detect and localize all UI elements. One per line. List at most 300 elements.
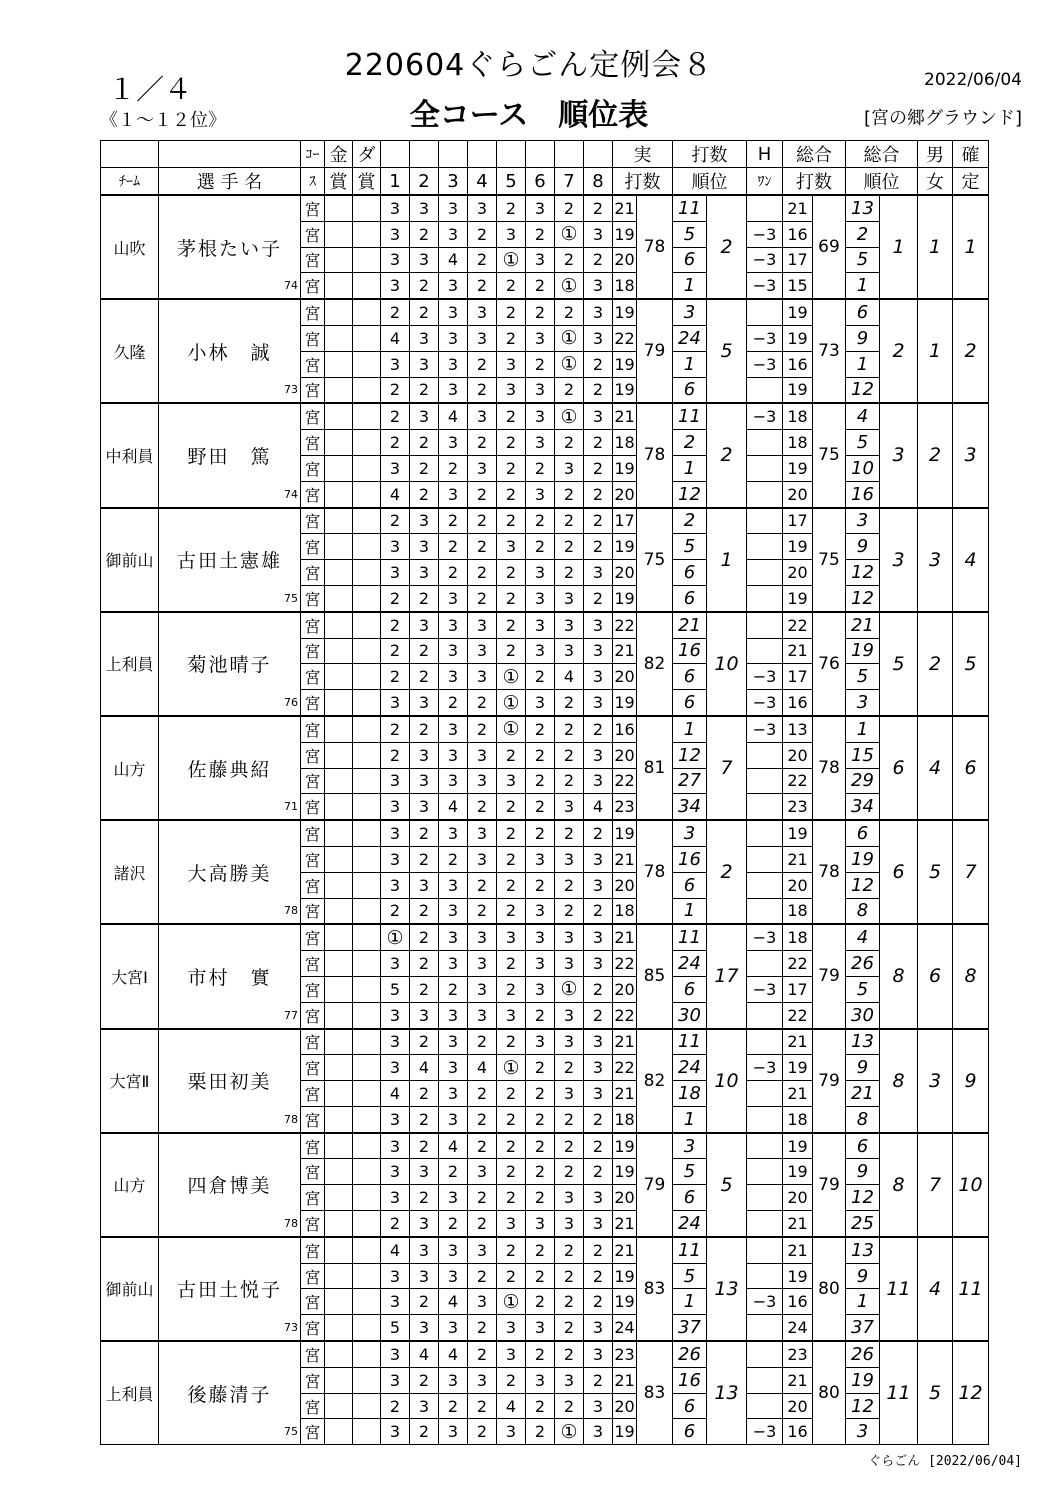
course-header-top: ｺｰ	[301, 141, 325, 168]
hole-in-one-cell: −3	[747, 273, 783, 299]
hole-score-cell: 2	[468, 585, 497, 611]
hole-score-cell: 2	[497, 481, 526, 507]
hole-score-cell: 2	[584, 1237, 613, 1263]
hole-in-one-cell	[747, 585, 783, 611]
hole-score-cell: 3	[468, 820, 497, 846]
hole-score-cell: 4	[381, 481, 410, 507]
hole-score-cell: 2	[468, 534, 497, 560]
gold-prize-cell	[325, 508, 353, 534]
hole-score-cell: 3	[526, 481, 555, 507]
team-cell: 山吹	[101, 195, 159, 299]
hole-score-cell: 3	[468, 1002, 497, 1028]
hole-score-cell: 2	[497, 1029, 526, 1055]
da-prize-cell	[353, 1133, 381, 1159]
hole-header-top	[468, 141, 497, 168]
round-total-rank-cell: 6	[846, 820, 880, 846]
stroke-rank-cell: 17	[707, 924, 747, 1028]
player-name: 佐藤典紹	[187, 758, 272, 781]
hole-score-cell: 3	[381, 1159, 410, 1185]
gold-prize-cell	[325, 638, 353, 664]
team-header-top	[101, 141, 159, 168]
hole-score-cell: 2	[526, 1237, 555, 1263]
da-prize-cell	[353, 403, 381, 429]
gold-prize-cell	[325, 1185, 353, 1211]
round-total-cell: 19	[783, 1133, 813, 1159]
hole-score-cell: 2	[526, 1289, 555, 1315]
hole-score-cell: 3	[468, 846, 497, 872]
player-handicap: 71	[284, 800, 298, 814]
hole-header-top	[381, 141, 410, 168]
round-sum-cell: 21	[613, 195, 637, 221]
gold-prize-cell	[325, 820, 353, 846]
total-strokes-cell: 79	[813, 1029, 846, 1133]
hole-score-cell: 2	[468, 377, 497, 403]
hole-score-cell: 3	[439, 872, 468, 898]
hole-score-cell: 3	[439, 585, 468, 611]
hole-score-cell: 2	[497, 1081, 526, 1107]
hole-score-cell: 2	[526, 664, 555, 690]
da-prize-cell	[353, 221, 381, 247]
hole-score-cell: 2	[526, 1263, 555, 1289]
round-rank-cell: 5	[673, 1159, 707, 1185]
gold-prize-cell	[325, 768, 353, 794]
hole-score-cell: 3	[410, 247, 439, 273]
hole-header: 3	[439, 168, 468, 196]
total-rank-header: 順位	[846, 168, 918, 196]
hole-score-cell: 2	[410, 1081, 439, 1107]
course-cell: 宮	[301, 1367, 325, 1393]
hole-score-cell: 2	[497, 273, 526, 299]
round-total-rank-cell: 12	[846, 872, 880, 898]
round-rank-cell: 11	[673, 403, 707, 429]
hole-score-cell: 3	[526, 898, 555, 924]
round-total-cell: 18	[783, 1106, 813, 1132]
da-prize-cell	[353, 1263, 381, 1289]
round-total-rank-cell: 5	[846, 430, 880, 456]
gold-prize-cell	[325, 585, 353, 611]
stroke-rank-cell: 10	[707, 1029, 747, 1133]
hole-in-one-cell	[747, 1002, 783, 1028]
hole-score-cell: 3	[439, 481, 468, 507]
round-rank-cell: 1	[673, 898, 707, 924]
hole-score-cell: 3	[584, 1081, 613, 1107]
total-rank-header-top: 総合	[846, 141, 918, 168]
hole-score-cell: 3	[584, 1393, 613, 1419]
hole-score-cell: 4	[410, 1341, 439, 1367]
round-sum-cell: 19	[613, 351, 637, 377]
round-total-rank-cell: 37	[846, 1315, 880, 1341]
hole-score-cell: 2	[410, 1367, 439, 1393]
round-total-cell: 19	[783, 585, 813, 611]
total-strokes-cell: 80	[813, 1237, 846, 1341]
hole-score-cell: 3	[468, 1367, 497, 1393]
overall-rank-cell: 8	[880, 924, 918, 1028]
player-name: 茅根たい子	[176, 237, 282, 260]
player-name: 四倉博美	[187, 1175, 272, 1198]
hole-score-cell: 2	[468, 1106, 497, 1132]
hole-score-cell: 2	[410, 377, 439, 403]
da-prize-cell	[353, 1419, 381, 1445]
player-name-cell	[159, 820, 301, 924]
round-total-rank-cell: 12	[846, 560, 880, 586]
total-strokes-cell: 78	[813, 820, 846, 924]
hole-score-cell: 3	[584, 1315, 613, 1341]
gold-prize-cell	[325, 1237, 353, 1263]
hole-score-cell: 2	[584, 430, 613, 456]
da-prize-cell	[353, 1159, 381, 1185]
course-cell: 宮	[301, 976, 325, 1002]
hole-score-cell: 3	[584, 1419, 613, 1445]
player-name: 市村 實	[187, 966, 272, 989]
round-rank-cell: 1	[673, 455, 707, 481]
overall-rank-cell: 3	[880, 508, 918, 612]
gender-rank-cell: 3	[918, 1029, 953, 1133]
round-rank-cell: 12	[673, 742, 707, 768]
course-cell: 宮	[301, 1289, 325, 1315]
hole-in-one-cell	[747, 1393, 783, 1419]
player-name: 小林 誠	[187, 341, 272, 364]
course-cell: 宮	[301, 299, 325, 325]
gold-prize-cell	[325, 794, 353, 820]
hole-score-cell: ①	[555, 325, 584, 351]
gold-prize-cell	[325, 1133, 353, 1159]
round-total-cell: 19	[783, 1159, 813, 1185]
hole-score-cell: 2	[555, 377, 584, 403]
gold-header-top: 金	[325, 141, 353, 168]
gender-header: 女	[918, 168, 953, 196]
hole-score-cell: 3	[381, 351, 410, 377]
stroke-rank-cell: 2	[707, 195, 747, 299]
hole-score-cell: 4	[584, 794, 613, 820]
round-total-cell: 16	[783, 1419, 813, 1445]
gold-prize-cell	[325, 1211, 353, 1237]
overall-rank-cell: 8	[880, 1029, 918, 1133]
hole-score-cell: 2	[468, 1341, 497, 1367]
da-prize-cell	[353, 690, 381, 716]
round-sum-cell: 21	[613, 638, 637, 664]
round-sum-cell: 22	[613, 1002, 637, 1028]
hole-score-cell: 3	[410, 794, 439, 820]
hole-score-cell: 3	[410, 1002, 439, 1028]
hole-score-cell: 3	[526, 403, 555, 429]
hole-score-cell: 2	[439, 560, 468, 586]
stroke-rank-header: 順位	[673, 168, 747, 196]
hole-score-cell: 3	[381, 690, 410, 716]
hole-score-cell: 3	[381, 273, 410, 299]
round-total-cell: 20	[783, 872, 813, 898]
round-rank-cell: 11	[673, 1237, 707, 1263]
hole-score-cell: 2	[497, 1185, 526, 1211]
hole-score-cell: 3	[439, 221, 468, 247]
hole-score-cell: 3	[584, 846, 613, 872]
hole-score-cell: 2	[555, 1341, 584, 1367]
hole-in-one-cell	[747, 1211, 783, 1237]
da-prize-cell	[353, 299, 381, 325]
hole-score-cell: 2	[584, 508, 613, 534]
stroke-rank-cell: 13	[707, 1237, 747, 1341]
team-cell: 大宮Ⅱ	[101, 1029, 159, 1133]
hole-score-cell: 3	[381, 534, 410, 560]
hole-score-cell: 3	[555, 612, 584, 638]
gender-header-top: 男	[918, 141, 953, 168]
stroke-rank-cell: 2	[707, 403, 747, 507]
round-rank-cell: 16	[673, 846, 707, 872]
hole-score-cell: 2	[468, 1263, 497, 1289]
round-total-cell: 21	[783, 1211, 813, 1237]
page-number: １／４	[108, 73, 193, 106]
final-rank-cell: 1	[953, 195, 989, 299]
total-header-top: 総合	[783, 141, 846, 168]
hole-score-cell: 4	[381, 325, 410, 351]
hole-in-one-cell	[747, 377, 783, 403]
hole-score-cell: 2	[468, 1419, 497, 1445]
round-total-rank-cell: 19	[846, 846, 880, 872]
player-name: 大高勝美	[187, 862, 272, 885]
hole-score-cell: 3	[381, 1289, 410, 1315]
round-total-cell: 16	[783, 1289, 813, 1315]
hole-score-cell: 2	[555, 898, 584, 924]
course-cell: 宮	[301, 742, 325, 768]
round-sum-cell: 20	[613, 976, 637, 1002]
hole-score-cell: 2	[584, 1106, 613, 1132]
round-total-cell: 19	[783, 1263, 813, 1289]
actual-strokes-cell: 82	[637, 612, 673, 716]
course-cell: 宮	[301, 1315, 325, 1341]
da-prize-cell	[353, 638, 381, 664]
hole-score-cell: ①	[555, 273, 584, 299]
hole-score-cell: 2	[497, 325, 526, 351]
hole-in-one-cell: −3	[747, 403, 783, 429]
hole-score-cell: 3	[410, 1315, 439, 1341]
hole-score-cell: 2	[584, 898, 613, 924]
round-total-cell: 15	[783, 273, 813, 299]
round-sum-cell: 22	[613, 951, 637, 977]
round-rank-cell: 1	[673, 1106, 707, 1132]
round-rank-cell: 3	[673, 820, 707, 846]
course-cell: 宮	[301, 1237, 325, 1263]
gold-prize-cell	[325, 976, 353, 1002]
round-total-cell: 21	[783, 195, 813, 221]
course-cell: 宮	[301, 924, 325, 950]
course-cell: 宮	[301, 1211, 325, 1237]
hole-score-cell: 3	[439, 924, 468, 950]
gold-prize-cell	[325, 560, 353, 586]
hole-score-cell: 3	[439, 299, 468, 325]
hole-header: 5	[497, 168, 526, 196]
hole-score-cell: 3	[439, 638, 468, 664]
footer-stamp: ぐらごん [2022/06/04]	[868, 1454, 1022, 1469]
hole-header-top	[497, 141, 526, 168]
hole-score-cell: 2	[526, 1133, 555, 1159]
round-sum-cell: 23	[613, 794, 637, 820]
hole-score-cell: 2	[555, 508, 584, 534]
da-prize-cell	[353, 820, 381, 846]
round-total-cell: 18	[783, 430, 813, 456]
round-sum-cell: 19	[613, 455, 637, 481]
hole-score-cell: 3	[439, 430, 468, 456]
hole-score-cell: 2	[526, 820, 555, 846]
hole-score-cell: 2	[584, 1002, 613, 1028]
da-prize-cell	[353, 585, 381, 611]
hole-header-top	[410, 141, 439, 168]
total-strokes-cell: 78	[813, 716, 846, 820]
hole-score-cell: 3	[468, 664, 497, 690]
round-sum-cell: 20	[613, 742, 637, 768]
round-rank-cell: 2	[673, 430, 707, 456]
hole-score-cell: 3	[410, 1393, 439, 1419]
gender-rank-cell: 2	[918, 403, 953, 507]
hole-score-cell: 2	[410, 716, 439, 742]
gold-prize-cell	[325, 325, 353, 351]
hole-score-cell: 3	[497, 924, 526, 950]
hole-score-cell: 3	[526, 1211, 555, 1237]
header-row-top	[101, 141, 989, 168]
hole-in-one-cell	[747, 742, 783, 768]
round-sum-cell: 19	[613, 534, 637, 560]
hole-score-cell: 3	[468, 612, 497, 638]
actual-strokes-cell: 79	[637, 299, 673, 403]
course-cell: 宮	[301, 951, 325, 977]
hole-score-cell: 2	[468, 1133, 497, 1159]
actual-header-top: 実	[613, 141, 673, 168]
hole-score-cell: 3	[439, 612, 468, 638]
course-cell: 宮	[301, 481, 325, 507]
hole-score-cell: 2	[468, 1211, 497, 1237]
hole-score-cell: 2	[555, 195, 584, 221]
course-cell: 宮	[301, 664, 325, 690]
round-total-cell: 21	[783, 1081, 813, 1107]
round-total-rank-cell: 1	[846, 716, 880, 742]
da-prize-cell	[353, 430, 381, 456]
round-total-cell: 17	[783, 664, 813, 690]
gold-header: 賞	[325, 168, 353, 196]
round-sum-cell: 19	[613, 1159, 637, 1185]
gold-prize-cell	[325, 430, 353, 456]
hole-in-one-cell	[747, 299, 783, 325]
hole-in-one-cell	[747, 872, 783, 898]
hole-score-cell: 3	[555, 1367, 584, 1393]
course-cell: 宮	[301, 820, 325, 846]
hole-score-cell: 3	[526, 951, 555, 977]
hole-score-cell: 2	[468, 1081, 497, 1107]
gender-rank-cell: 6	[918, 924, 953, 1028]
hole-in-one-cell	[747, 1367, 783, 1393]
round-total-rank-cell: 16	[846, 481, 880, 507]
round-rank-cell: 6	[673, 690, 707, 716]
event-date: 2022/06/04	[924, 70, 1022, 90]
hone-header-top: H	[747, 141, 783, 168]
hole-score-cell: 3	[439, 1419, 468, 1445]
hole-in-one-cell	[747, 430, 783, 456]
hole-score-cell: 3	[584, 560, 613, 586]
hole-score-cell: 2	[497, 430, 526, 456]
round-rank-cell: 6	[673, 1419, 707, 1445]
da-prize-cell	[353, 1081, 381, 1107]
hole-score-cell: 3	[555, 455, 584, 481]
hole-score-cell: 2	[410, 1419, 439, 1445]
overall-rank-cell: 2	[880, 299, 918, 403]
gold-prize-cell	[325, 1289, 353, 1315]
player-handicap: 73	[284, 1321, 298, 1335]
hole-score-cell: 4	[439, 247, 468, 273]
course-cell: 宮	[301, 325, 325, 351]
round-rank-cell: 5	[673, 1263, 707, 1289]
ranking-table	[100, 140, 989, 1445]
hole-score-cell: 2	[526, 1055, 555, 1081]
hole-score-cell: 3	[526, 638, 555, 664]
hole-score-cell: 2	[497, 299, 526, 325]
round-sum-cell: 18	[613, 1106, 637, 1132]
hole-score-cell: 2	[526, 299, 555, 325]
round-total-rank-cell: 5	[846, 247, 880, 273]
hole-score-cell: 2	[584, 377, 613, 403]
player-name-cell	[159, 716, 301, 820]
da-prize-cell	[353, 951, 381, 977]
team-cell: 中利員	[101, 403, 159, 507]
hole-score-cell: 3	[381, 221, 410, 247]
hole-score-cell: 3	[526, 325, 555, 351]
stroke-rank-cell: 2	[707, 820, 747, 924]
hole-score-cell: 2	[555, 481, 584, 507]
hole-in-one-cell: −3	[747, 1289, 783, 1315]
hole-score-cell: 2	[497, 846, 526, 872]
hole-in-one-cell	[747, 560, 783, 586]
page-title: 220604ぐらごん定例会８	[344, 48, 714, 83]
course-cell: 宮	[301, 1081, 325, 1107]
player-name: 後藤清子	[187, 1383, 272, 1406]
hole-in-one-cell	[747, 1081, 783, 1107]
hole-score-cell: 2	[381, 585, 410, 611]
hole-score-cell: 3	[497, 1419, 526, 1445]
hole-in-one-cell: −3	[747, 221, 783, 247]
hole-score-cell: 2	[555, 1159, 584, 1185]
round-sum-cell: 19	[613, 1419, 637, 1445]
round-rank-cell: 1	[673, 351, 707, 377]
player-name: 古田土憲雄	[176, 550, 282, 573]
hole-score-cell: 3	[439, 273, 468, 299]
hole-score-cell: 2	[410, 976, 439, 1002]
stroke-rank-header-top: 打数	[673, 141, 747, 168]
round-total-rank-cell: 19	[846, 638, 880, 664]
hole-score-cell: 2	[497, 1263, 526, 1289]
gold-prize-cell	[325, 924, 353, 950]
hole-score-cell: 2	[439, 534, 468, 560]
round-total-cell: 23	[783, 794, 813, 820]
round-total-cell: 19	[783, 1055, 813, 1081]
hole-score-cell: 2	[497, 1159, 526, 1185]
round-rank-cell: 1	[673, 716, 707, 742]
hole-header: 1	[381, 168, 410, 196]
round-sum-cell: 17	[613, 508, 637, 534]
da-prize-cell	[353, 1315, 381, 1341]
hole-score-cell: 2	[497, 898, 526, 924]
hole-score-cell: 2	[555, 1055, 584, 1081]
hole-score-cell: 2	[497, 560, 526, 586]
hole-in-one-cell	[747, 951, 783, 977]
table-row	[101, 403, 989, 429]
hole-score-cell: 3	[497, 351, 526, 377]
da-prize-cell	[353, 534, 381, 560]
hole-score-cell: 3	[526, 247, 555, 273]
hole-score-cell: ①	[555, 221, 584, 247]
hole-score-cell: 2	[555, 534, 584, 560]
gold-prize-cell	[325, 481, 353, 507]
da-prize-cell	[353, 1029, 381, 1055]
hole-score-cell: 3	[584, 924, 613, 950]
hole-score-cell: 3	[497, 1315, 526, 1341]
round-sum-cell: 21	[613, 1211, 637, 1237]
hole-score-cell: 3	[439, 1081, 468, 1107]
